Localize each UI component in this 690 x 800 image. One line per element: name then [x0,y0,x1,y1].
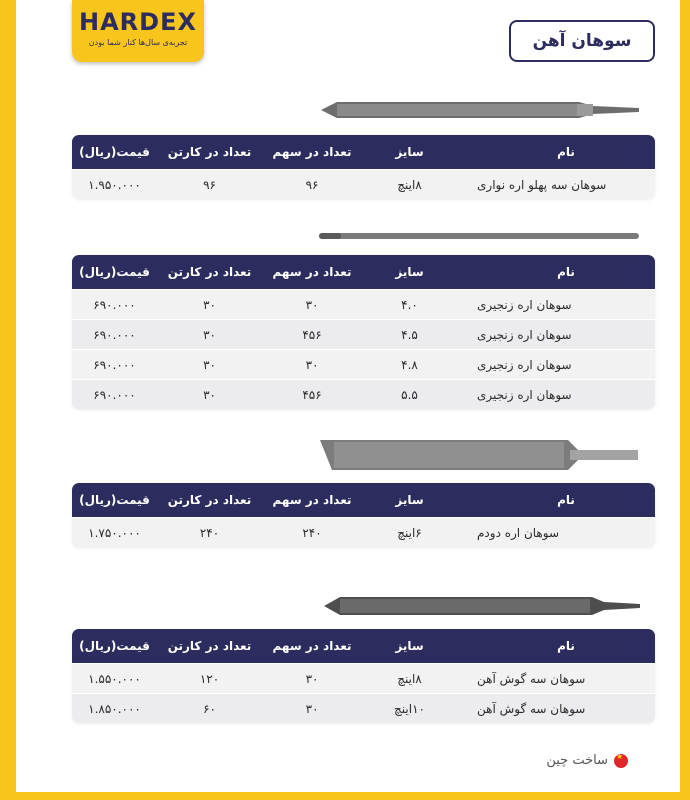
table-header [72,483,655,517]
cell-name: سوهان سه گوش آهن [477,701,586,716]
wide-file-image [320,438,640,472]
header-name: نام [557,265,575,279]
cell-box-qty: ۴۵۶ [302,327,322,342]
cell-price: ۱.۸۵۰.۰۰۰ [88,701,141,716]
cell-carton-qty: ۲۴۰ [199,525,220,540]
table-header [72,135,655,169]
header-carton-qty: تعداد در کارتن [167,493,252,507]
cell-box-qty: ۹۶ [305,177,319,192]
header-box-qty: تعداد در سهم [272,145,352,159]
table-row [72,379,655,409]
header-size: سایز [395,145,424,159]
brand-wordmark: HARDEX [79,8,197,36]
cell-name: سوهان اره زنجیری [477,387,572,402]
price-table-3 [72,483,655,547]
cell-carton-qty: ۱۲۰ [199,671,220,686]
cell-price: ۱.۹۵۰.۰۰۰ [88,177,141,192]
table-row [72,693,655,723]
cell-price: ۶۹۰.۰۰۰ [93,297,136,312]
table-row [72,349,655,379]
made-in-label [546,753,628,768]
cell-name: سوهان اره زنجیری [477,357,572,372]
header-box-qty: تعداد در سهم [272,639,352,653]
price-table-2 [72,255,655,409]
header-name: نام [557,493,575,507]
cell-box-qty: ۴۵۶ [302,387,322,402]
cell-size: ۴.۰ [401,297,418,312]
china-flag-icon [614,754,628,768]
price-table-1 [72,135,655,199]
made-in-text: ساخت چین [546,753,608,768]
catalog-page [16,0,680,792]
table-row [72,289,655,319]
cell-size: ۶اینچ [397,525,422,540]
header-price: قیمت(ریال) [79,639,150,653]
cell-size: ۴.۵ [401,327,418,342]
cell-box-qty: ۳۰ [305,297,319,312]
table-row [72,663,655,693]
header-carton-qty: تعداد در کارتن [167,145,252,159]
header-size: سایز [395,265,424,279]
cell-box-qty: ۲۴۰ [302,525,322,540]
table-row [72,319,655,349]
table-row [72,517,655,547]
cell-carton-qty: ۳۰ [203,387,216,402]
cell-price: ۶۹۰.۰۰۰ [93,387,136,402]
header-box-qty: تعداد در سهم [272,265,352,279]
cell-price: ۶۹۰.۰۰۰ [93,327,136,342]
cell-carton-qty: ۳۰ [203,297,216,312]
cell-size: ۸اینچ [397,177,422,192]
header-size: سایز [395,639,424,653]
cell-price: ۶۹۰.۰۰۰ [93,357,136,372]
table-header [72,255,655,289]
header-carton-qty: تعداد در کارتن [167,265,252,279]
brand-tagline: تجربه‌ی سال‌ها کنار شما بودن [88,38,188,47]
cell-box-qty: ۳۰ [305,671,319,686]
cell-size: ۸اینچ [397,671,422,686]
cell-name: سوهان سه گوش آهن [477,671,586,686]
round-file-image [319,230,641,242]
header-size: سایز [395,493,424,507]
cell-carton-qty: ۳۰ [203,357,216,372]
header-carton-qty: تعداد در کارتن [167,639,252,653]
page-title: سوهان آهن [509,20,655,62]
cell-carton-qty: ۳۰ [203,327,216,342]
cell-price: ۱.۵۵۰.۰۰۰ [88,671,141,686]
cell-carton-qty: ۶۰ [203,701,216,716]
table-row [72,169,655,199]
header-price: قیمت(ریال) [79,145,150,159]
header-name: نام [557,145,575,159]
cell-size: ۱۰اینچ [394,701,425,716]
header-price: قیمت(ریال) [79,265,150,279]
header-box-qty: تعداد در سهم [272,493,352,507]
brand-logo [72,0,204,62]
table-header [72,629,655,663]
flat-file-image [321,98,641,122]
header-name: نام [557,639,575,653]
cell-name: سوهان اره زنجیری [477,297,572,312]
cell-name: سوهان اره زنجیری [477,327,572,342]
cell-name: سوهان اره دودم [477,525,560,540]
cell-box-qty: ۳۰ [305,357,319,372]
triangular-file-image [322,594,642,618]
cell-size: ۵.۵ [401,387,418,402]
cell-box-qty: ۳۰ [305,701,319,716]
header-price: قیمت(ریال) [79,493,150,507]
cell-name: سوهان سه پهلو اره نواری [477,177,607,192]
cell-price: ۱.۷۵۰.۰۰۰ [88,525,141,540]
cell-size: ۴.۸ [401,357,418,372]
price-table-4 [72,629,655,723]
cell-carton-qty: ۹۶ [203,177,216,192]
